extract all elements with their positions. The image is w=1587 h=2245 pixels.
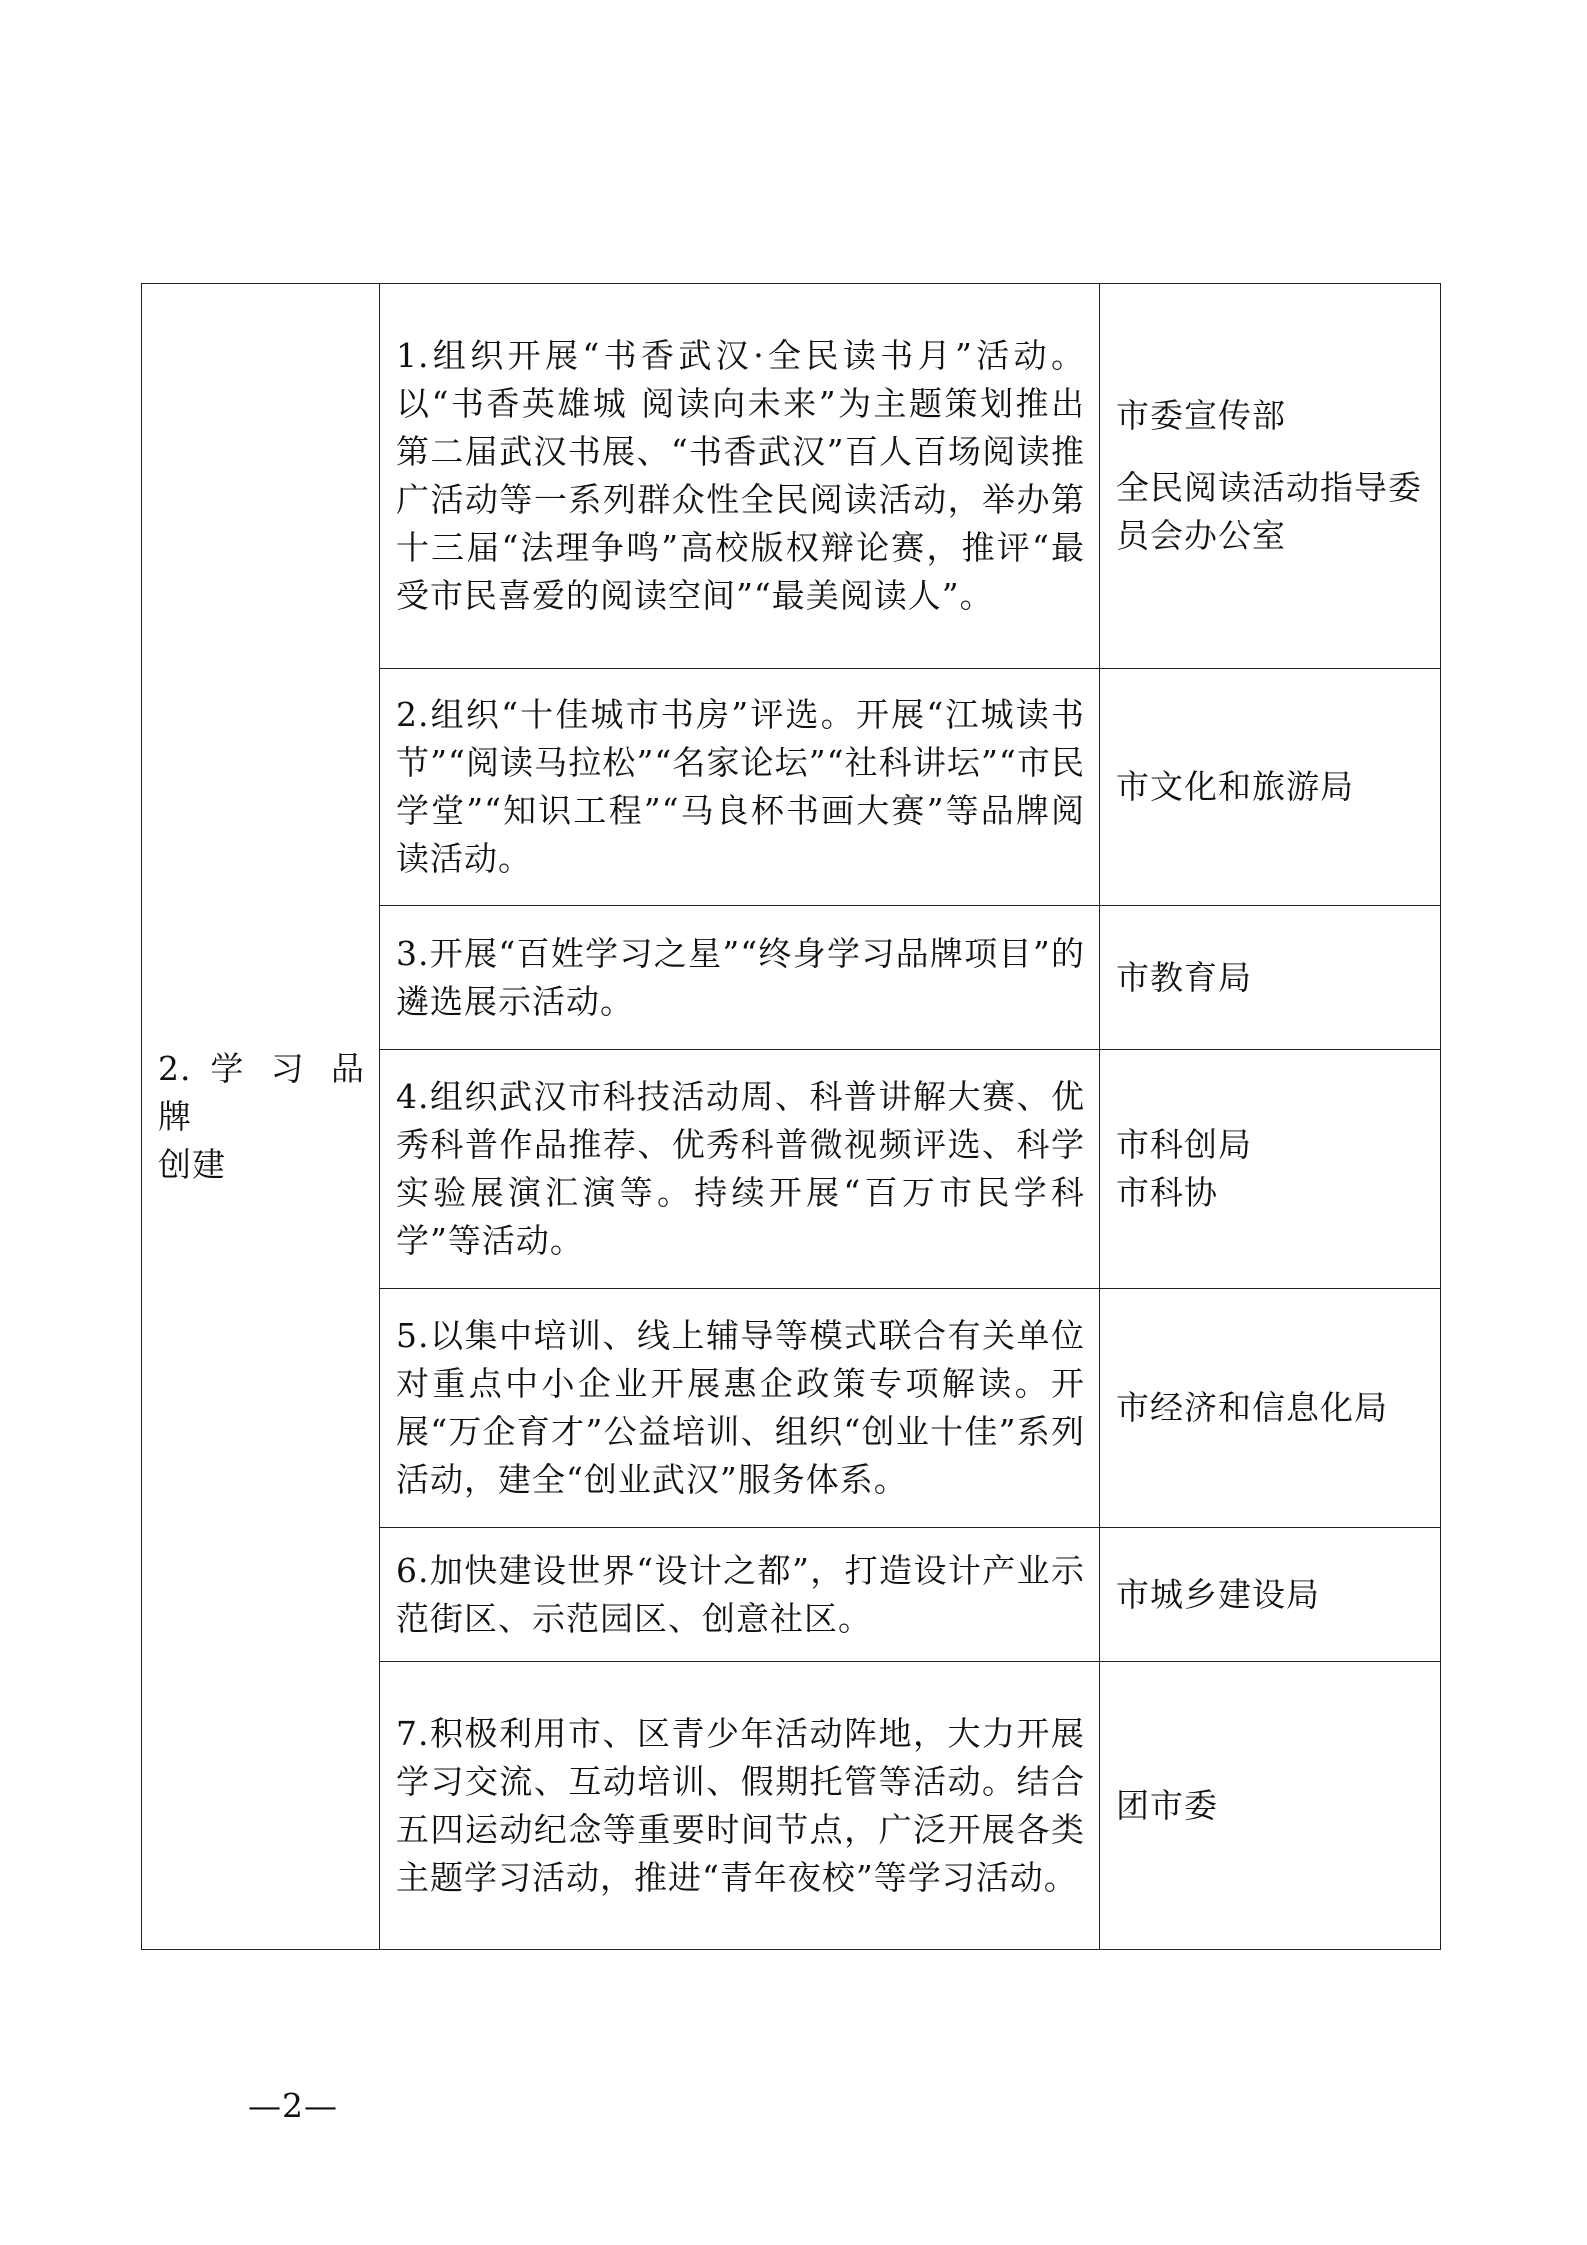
category-label-line2: 创建 <box>158 1144 226 1184</box>
category-cell <box>142 284 380 1950</box>
task-text: 3.开展“百姓学习之星”“终身学习品牌项目”的遴选展示活动。 <box>396 933 1085 1021</box>
category-label-line1: 2. 学 习 品 牌 <box>158 1048 365 1136</box>
unit-name: 市文化和旅游局 <box>1116 767 1354 806</box>
task-cell <box>380 1662 1100 1950</box>
task-cell <box>380 1528 1100 1662</box>
task-text: 5.以集中培训、线上辅导等模式联合有关单位对重点中小企业开展惠企政策专项解读。开展“万企育才”公益培训、组织“创业十佳”系列活动，建全“创业武汉”服务体系。 <box>396 1316 1085 1499</box>
unit-cell <box>1100 1528 1441 1662</box>
task-table <box>141 283 1441 1950</box>
task-text: 6.加快建设世界“设计之都”，打造设计产业示范街区、示范园区、创意社区。 <box>396 1550 1085 1638</box>
task-text: 1.组织开展“书香武汉·全民读书月”活动。以“书香英雄城 阅读向未来”为主题策划推出第二届武汉书展、“书香武汉”百人百场阅读推广活动等一系列群众性全民阅读活动，举办第十三届“法理争鸣”高校版权辩论赛，推评“最受市民喜爱的阅读空间”“最美阅读人”。 <box>396 336 1085 615</box>
task-cell <box>380 669 1100 906</box>
unit-cell <box>1100 1050 1441 1289</box>
unit-name: 市科协 <box>1116 1173 1218 1212</box>
task-text: 7.积极利用市、区青少年活动阵地，大力开展学习交流、互动培训、假期托管等活动。结合五四运动纪念等重要时间节点，广泛开展各类主题学习活动，推进“青年夜校”等学习活动。 <box>396 1713 1085 1897</box>
unit-name: 市城乡建设局 <box>1116 1574 1320 1614</box>
page-number: —2— <box>248 2086 338 2125</box>
task-text: 4.组织武汉市科技活动周、科普讲解大赛、优秀科普作品推荐、优秀科普微视频评选、科学实验展演汇演等。持续开展“百万市民学科学”等活动。 <box>396 1077 1085 1260</box>
unit-name: 市委宣传部 <box>1116 396 1286 435</box>
unit-cell <box>1100 1289 1441 1528</box>
unit-name: 团市委 <box>1116 1785 1218 1825</box>
task-cell <box>380 906 1100 1050</box>
task-cell <box>380 1289 1100 1528</box>
task-cell <box>380 1050 1100 1289</box>
unit-cell <box>1100 284 1441 669</box>
unit-name: 市科创局 <box>1116 1125 1252 1164</box>
task-cell <box>380 284 1100 669</box>
unit-cell <box>1100 906 1441 1050</box>
unit-name: 市教育局 <box>1116 957 1252 997</box>
unit-cell <box>1100 1662 1441 1950</box>
unit-name: 全民阅读活动指导委员会办公室 <box>1116 468 1422 555</box>
table-row <box>142 284 1441 669</box>
unit-name: 市经济和信息化局 <box>1116 1388 1388 1427</box>
unit-cell <box>1100 669 1441 906</box>
task-text: 2.组织“十佳城市书房”评选。开展“江城读书节”“阅读马拉松”“名家论坛”“社科讲坛”“市民学堂”“知识工程”“马良杯书画大赛”等品牌阅读活动。 <box>396 695 1085 878</box>
